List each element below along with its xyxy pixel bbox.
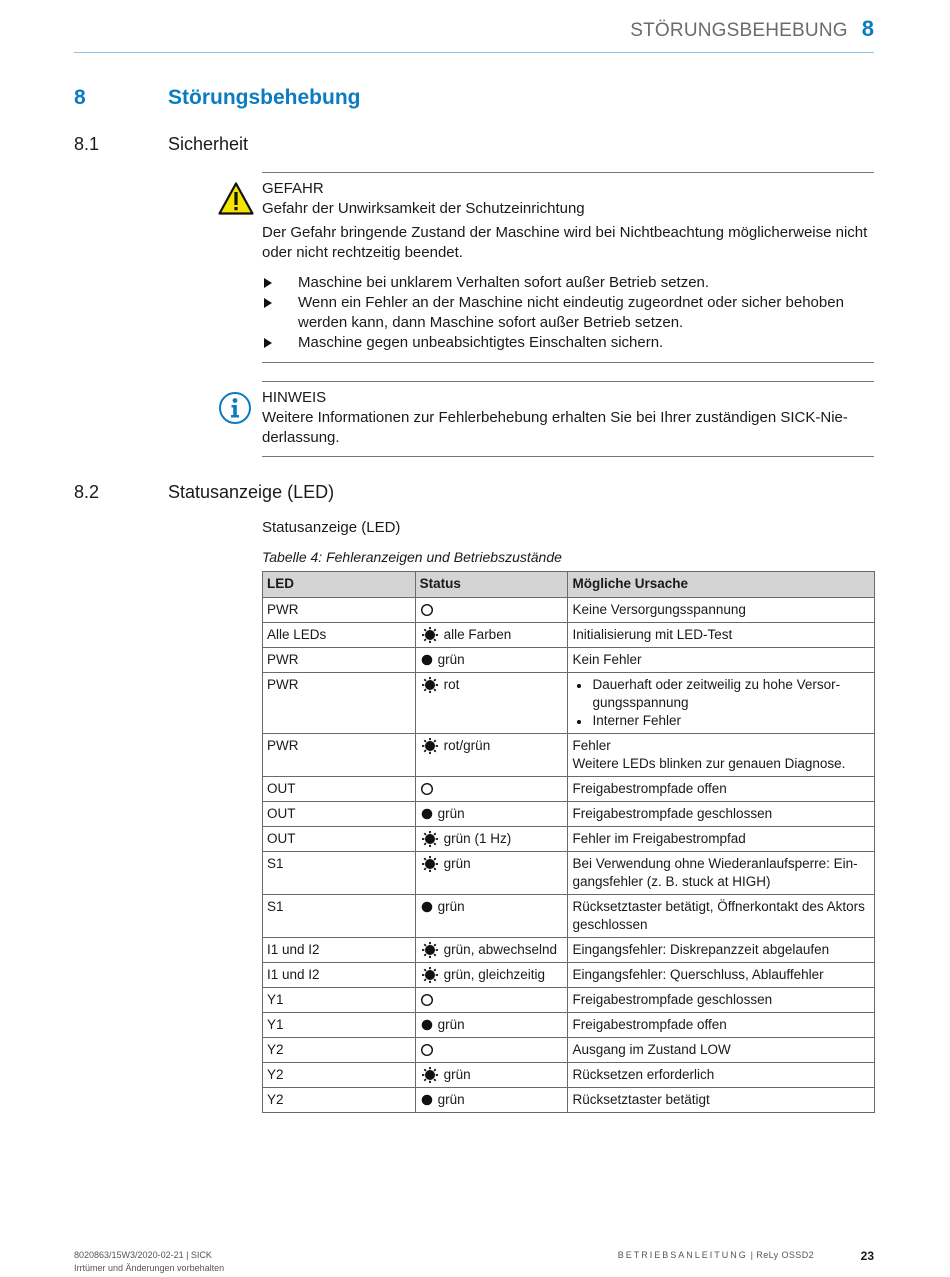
- list-item: Maschine gegen unbeabsichtigtes Einschalten sichern.: [262, 333, 874, 353]
- table-row: [263, 648, 875, 673]
- cause-cell: [568, 895, 875, 938]
- status-cell: [415, 598, 568, 623]
- cause-text: Eingangsfehler: Querschluss, Ablauffehler: [572, 967, 824, 982]
- cause-text: Eingangsfehler: Diskrepanzzeit abgelaufen: [572, 942, 830, 957]
- product-name: | ReLy OSSD2: [750, 1250, 814, 1260]
- led-on-icon: [420, 807, 434, 821]
- danger-subtitle: Gefahr der Unwirksamkeit der Schutzeinrichtung: [262, 200, 585, 217]
- danger-body: Der Gefahr bringende Zustand der Maschine wird bei Nichtbeachtung möglicherweise nicht oder nicht rechtzeitig beendet.: [262, 224, 868, 261]
- table-row: [263, 895, 875, 938]
- cause-cell: [568, 734, 875, 777]
- cause-text: Initialisierung mit LED-Test: [572, 627, 733, 642]
- led-on-icon: [420, 900, 434, 914]
- subheading: Statusanzeige (LED): [262, 519, 401, 536]
- document-id: 8020863/15W3/2020-02-21 | SICK: [74, 1250, 212, 1260]
- table-row: [263, 827, 875, 852]
- led-cell: PWR: [263, 598, 416, 623]
- table-row: [263, 1063, 875, 1088]
- led-cell: I1 und I2: [263, 963, 416, 988]
- led-cell: PWR: [263, 673, 416, 734]
- led-on-icon: [420, 1093, 434, 1107]
- footer-left: [74, 1249, 224, 1275]
- status-text: grün: [443, 856, 471, 871]
- cause-cell: [568, 938, 875, 963]
- table-row: [263, 673, 875, 734]
- table-caption: Tabelle 4: Fehleranzeigen und Betriebszustände: [262, 549, 562, 565]
- cause-text: Ausgang im Zustand LOW: [572, 1042, 731, 1057]
- table-row: [263, 734, 875, 777]
- led-flashing-icon: [420, 1067, 440, 1083]
- table-row: [263, 963, 875, 988]
- status-cell: [415, 938, 568, 963]
- cause-cell: [568, 1063, 875, 1088]
- footer-center: [618, 1250, 814, 1260]
- disclaimer: Irrtümer und Änderungen vorbehalten: [74, 1263, 225, 1273]
- danger-box: [262, 172, 874, 363]
- column-header: LED: [263, 572, 416, 598]
- cause-cell: [568, 802, 875, 827]
- led-cell: OUT: [263, 827, 416, 852]
- header-divider: [74, 52, 874, 53]
- cause-text: Fehler im Freigabestrompfad: [572, 831, 746, 846]
- table-header-row: [263, 572, 875, 598]
- cause-text: Keine Versorgungsspannung: [572, 602, 746, 617]
- status-text: grün: [437, 1017, 465, 1032]
- status-cell: [415, 1063, 568, 1088]
- status-text: grün: [437, 806, 465, 821]
- status-cell: [415, 734, 568, 777]
- table-row: [263, 1038, 875, 1063]
- cause-cell: [568, 963, 875, 988]
- led-cell: Y1: [263, 1013, 416, 1038]
- led-off-icon: [420, 603, 434, 617]
- status-cell: [415, 963, 568, 988]
- table-body: [263, 598, 875, 1113]
- document-type: BETRIEBSANLEITUNG: [617, 1250, 748, 1260]
- status-text: grün (1 Hz): [443, 831, 512, 846]
- info-icon: [218, 391, 252, 431]
- cause-cell: [568, 852, 875, 895]
- led-cell: PWR: [263, 648, 416, 673]
- led-cell: S1: [263, 852, 416, 895]
- led-flashing-icon: [420, 831, 440, 847]
- section-title: Statusanzeige (LED): [168, 482, 335, 502]
- status-cell: [415, 673, 568, 734]
- chapter-number: 8: [74, 86, 86, 109]
- running-header-chapter: 8: [861, 16, 874, 41]
- section-title: Sicherheit: [168, 134, 249, 154]
- led-flashing-icon: [420, 856, 440, 872]
- led-off-icon: [420, 993, 434, 1007]
- status-cell: [415, 648, 568, 673]
- running-header: [630, 16, 874, 42]
- arrow-bullet-icon: [264, 338, 272, 348]
- cause-cell: [568, 1038, 875, 1063]
- status-cell: [415, 1013, 568, 1038]
- status-cell: [415, 827, 568, 852]
- cause-list: [572, 676, 870, 730]
- led-flashing-icon: [420, 677, 440, 693]
- list-item: Interner Fehler: [572, 712, 870, 730]
- status-text: grün, abwechselnd: [443, 942, 557, 957]
- warning-triangle-icon: [218, 182, 254, 221]
- status-text: grün, gleichzeitig: [443, 967, 545, 982]
- cause-text: Weitere LEDs blinken zur genauen Diagnose.: [572, 756, 846, 771]
- status-cell: [415, 802, 568, 827]
- table-row: [263, 938, 875, 963]
- led-off-icon: [420, 1043, 434, 1057]
- led-on-icon: [420, 1018, 434, 1032]
- list-item: Dauerhaft oder zeitweilig zu hohe Versorgungsspannung: [572, 676, 870, 712]
- status-text: grün: [437, 652, 465, 667]
- led-cell: Y2: [263, 1088, 416, 1113]
- cause-text: Bei Verwendung ohne Wiederanlaufsperre: Eingangsfehler (z. B. stuck at HIGH): [572, 856, 858, 889]
- led-flashing-icon: [420, 738, 440, 754]
- danger-label: GEFAHR: [262, 180, 324, 197]
- status-cell: [415, 1088, 568, 1113]
- led-off-icon: [420, 782, 434, 796]
- led-flashing-icon: [420, 627, 440, 643]
- led-cell: OUT: [263, 802, 416, 827]
- status-text: grün: [437, 899, 465, 914]
- cause-text: Rücksetztaster betätigt: [572, 1092, 710, 1107]
- led-cell: Y1: [263, 988, 416, 1013]
- table-row: [263, 802, 875, 827]
- cause-cell: [568, 673, 875, 734]
- cause-cell: [568, 777, 875, 802]
- notice-box: [262, 381, 874, 457]
- status-cell: [415, 623, 568, 648]
- led-cell: Alle LEDs: [263, 623, 416, 648]
- running-header-title: STÖRUNGSBEHEBUNG: [630, 20, 848, 41]
- status-text: alle Farben: [443, 627, 512, 642]
- danger-action-list: [262, 273, 874, 353]
- status-cell: [415, 1038, 568, 1063]
- led-cell: I1 und I2: [263, 938, 416, 963]
- led-flashing-icon: [420, 967, 440, 983]
- cause-cell: [568, 827, 875, 852]
- cause-text: Freigabestrompfade geschlossen: [572, 992, 773, 1007]
- cause-text: Freigabestrompfade offen: [572, 781, 727, 796]
- table-row: [263, 623, 875, 648]
- table-row: [263, 988, 875, 1013]
- list-item: Maschine bei unklarem Verhalten sofort außer Betrieb setzen.: [262, 273, 874, 293]
- status-text: rot: [443, 677, 460, 692]
- status-text: grün: [443, 1067, 471, 1082]
- section-number: 8.1: [74, 134, 100, 154]
- page-number: 23: [860, 1249, 874, 1263]
- cause-text: Freigabestrompfade offen: [572, 1017, 727, 1032]
- cause-cell: [568, 623, 875, 648]
- led-cell: OUT: [263, 777, 416, 802]
- arrow-bullet-icon: [264, 278, 272, 288]
- cause-text: Freigabestrompfade geschlossen: [572, 806, 773, 821]
- table-row: [263, 1088, 875, 1113]
- status-cell: [415, 777, 568, 802]
- cause-text: Rücksetzen erforderlich: [572, 1067, 715, 1082]
- table-row: [263, 777, 875, 802]
- led-flashing-icon: [420, 942, 440, 958]
- section-number: 8.2: [74, 482, 100, 502]
- status-cell: [415, 988, 568, 1013]
- status-cell: [415, 852, 568, 895]
- chapter-title: Störungsbehebung: [168, 86, 361, 109]
- cause-text: Fehler: [572, 738, 611, 753]
- cause-cell: [568, 1088, 875, 1113]
- notice-body: Weitere Informationen zur Fehlerbehebung erhalten Sie bei Ihrer zuständigen SICK-Niederlassung.: [262, 409, 848, 446]
- led-cell: Y2: [263, 1038, 416, 1063]
- list-item: Wenn ein Fehler an der Maschine nicht eindeutig zugeordnet oder sicher behoben werden kann, dann Maschine sofort außer Betrieb setzen.: [262, 293, 874, 333]
- table-row: [263, 598, 875, 623]
- cause-text: Rücksetztaster betätigt, Öffnerkontakt des Aktors geschlossen: [572, 899, 865, 932]
- table-row: [263, 1013, 875, 1038]
- cause-cell: [568, 1013, 875, 1038]
- led-cell: S1: [263, 895, 416, 938]
- cause-text: Kein Fehler: [572, 652, 642, 667]
- led-status-table: [262, 571, 875, 1113]
- cause-cell: [568, 648, 875, 673]
- notice-label: HINWEIS: [262, 389, 327, 406]
- status-text: grün: [437, 1092, 465, 1107]
- column-header: Status: [415, 572, 568, 598]
- table-row: [263, 852, 875, 895]
- cause-cell: [568, 598, 875, 623]
- status-text: rot/grün: [443, 738, 491, 753]
- led-cell: Y2: [263, 1063, 416, 1088]
- arrow-bullet-icon: [264, 298, 272, 308]
- led-on-icon: [420, 653, 434, 667]
- cause-cell: [568, 988, 875, 1013]
- column-header: Mögliche Ursache: [568, 572, 875, 598]
- led-cell: PWR: [263, 734, 416, 777]
- status-cell: [415, 895, 568, 938]
